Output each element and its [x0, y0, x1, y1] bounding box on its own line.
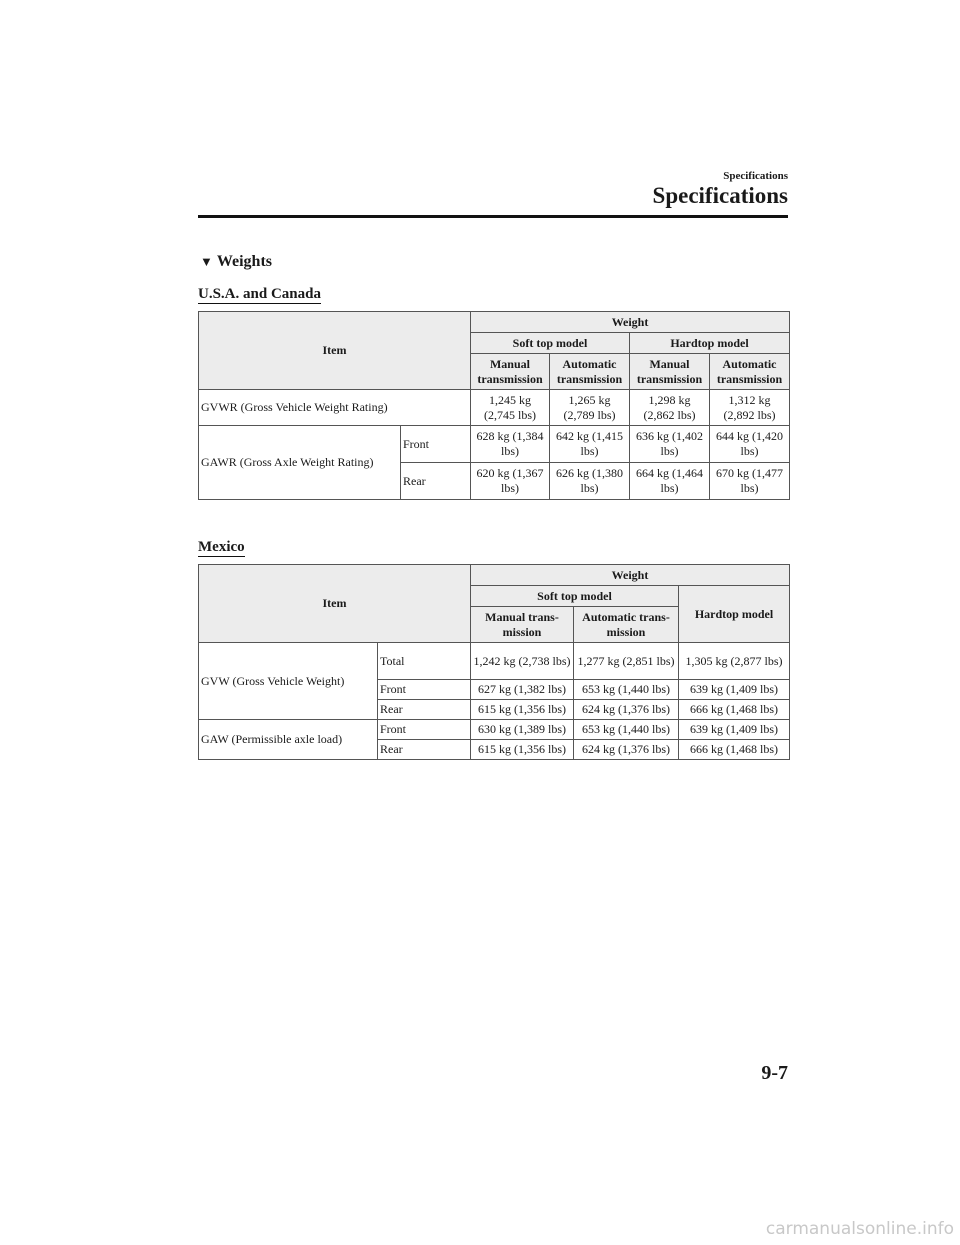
- triangle-marker-icon: ▼: [200, 254, 213, 269]
- mexico-heading: Mexico: [198, 539, 245, 555]
- gaw-rear-soft-automatic: 624 kg (1,376 lbs): [574, 740, 679, 760]
- item-header: Item: [199, 312, 471, 390]
- page-number: 9-7: [761, 1062, 788, 1084]
- usa-canada-heading: U.S.A. and Canada: [198, 286, 321, 302]
- gvw-label: GVW (Gross Vehicle Weight): [199, 643, 378, 720]
- gvw-total-label: Total: [378, 643, 471, 680]
- mexico-weight-table: [198, 564, 790, 760]
- gvw-total-soft-automatic: 1,277 kg (2,851 lbs): [574, 643, 679, 680]
- gaw-front-label: Front: [378, 720, 471, 740]
- gawr-rear-hard-manual: 664 kg (1,464 lbs): [630, 463, 710, 500]
- gvwr-hard-manual: 1,298 kg (2,862 lbs): [630, 390, 710, 426]
- gaw-front-soft-automatic: 653 kg (1,440 lbs): [574, 720, 679, 740]
- weights-heading: [200, 253, 272, 271]
- gvw-total-hardtop: 1,305 kg (2,877 lbs): [679, 643, 790, 680]
- soft-automatic-header: Automatic transmission: [550, 354, 630, 390]
- gawr-rear-soft-manual: 620 kg (1,367 lbs): [471, 463, 550, 500]
- gawr-label: GAWR (Gross Axle Weight Rating): [199, 426, 401, 500]
- gvwr-hard-automatic: 1,312 kg (2,892 lbs): [710, 390, 790, 426]
- hardtop-header: Hardtop model: [630, 333, 790, 354]
- header-chapter-title: Specifications: [652, 183, 788, 208]
- gvwr-label: GVWR (Gross Vehicle Weight Rating): [199, 390, 471, 426]
- soft-top-header: Soft top model: [471, 586, 679, 607]
- hard-automatic-header: Automatic transmission: [710, 354, 790, 390]
- gawr-front-hard-manual: 636 kg (1,402 lbs): [630, 426, 710, 463]
- gawr-rear-label: Rear: [401, 463, 471, 500]
- gaw-rear-label: Rear: [378, 740, 471, 760]
- weight-header: Weight: [471, 565, 790, 586]
- gaw-rear-soft-manual: 615 kg (1,356 lbs): [471, 740, 574, 760]
- gvw-rear-label: Rear: [378, 700, 471, 720]
- soft-automatic-header: Automatic trans-mission: [574, 607, 679, 643]
- watermark-text: carmanualsonline.info: [765, 1219, 954, 1239]
- gawr-front-soft-manual: 628 kg (1,384 lbs): [471, 426, 550, 463]
- gaw-label: GAW (Permissible axle load): [199, 720, 378, 760]
- gvw-front-soft-automatic: 653 kg (1,440 lbs): [574, 680, 679, 700]
- gawr-rear-soft-automatic: 626 kg (1,380 lbs): [550, 463, 630, 500]
- gvw-front-label: Front: [378, 680, 471, 700]
- table-row: [199, 720, 790, 740]
- hard-manual-header: Manual transmission: [630, 354, 710, 390]
- gvw-rear-soft-manual: 615 kg (1,356 lbs): [471, 700, 574, 720]
- soft-manual-header: Manual transmission: [471, 354, 550, 390]
- gvw-front-hardtop: 639 kg (1,409 lbs): [679, 680, 790, 700]
- gawr-front-soft-automatic: 642 kg (1,415 lbs): [550, 426, 630, 463]
- table-row: [199, 643, 790, 680]
- gvw-total-soft-manual: 1,242 kg (2,738 lbs): [471, 643, 574, 680]
- usa-canada-weight-table: [198, 311, 790, 500]
- gaw-front-soft-manual: 630 kg (1,389 lbs): [471, 720, 574, 740]
- weights-heading-text: Weights: [216, 253, 272, 270]
- gvw-front-soft-manual: 627 kg (1,382 lbs): [471, 680, 574, 700]
- gawr-front-label: Front: [401, 426, 471, 463]
- soft-manual-header: Manual trans-mission: [471, 607, 574, 643]
- gawr-rear-hard-automatic: 670 kg (1,477 lbs): [710, 463, 790, 500]
- gvw-rear-hardtop: 666 kg (1,468 lbs): [679, 700, 790, 720]
- weight-header: Weight: [471, 312, 790, 333]
- header-section-label: Specifications: [723, 170, 788, 182]
- gaw-rear-hardtop: 666 kg (1,468 lbs): [679, 740, 790, 760]
- gvwr-soft-manual: 1,245 kg (2,745 lbs): [471, 390, 550, 426]
- table-row: [199, 390, 790, 426]
- table-row: [199, 426, 790, 463]
- gawr-front-hard-automatic: 644 kg (1,420 lbs): [710, 426, 790, 463]
- gaw-front-hardtop: 639 kg (1,409 lbs): [679, 720, 790, 740]
- gvw-rear-soft-automatic: 624 kg (1,376 lbs): [574, 700, 679, 720]
- hardtop-header: Hardtop model: [679, 586, 790, 643]
- soft-top-header: Soft top model: [471, 333, 630, 354]
- item-header: Item: [199, 565, 471, 643]
- gvwr-soft-automatic: 1,265 kg (2,789 lbs): [550, 390, 630, 426]
- header-rule: [198, 215, 788, 218]
